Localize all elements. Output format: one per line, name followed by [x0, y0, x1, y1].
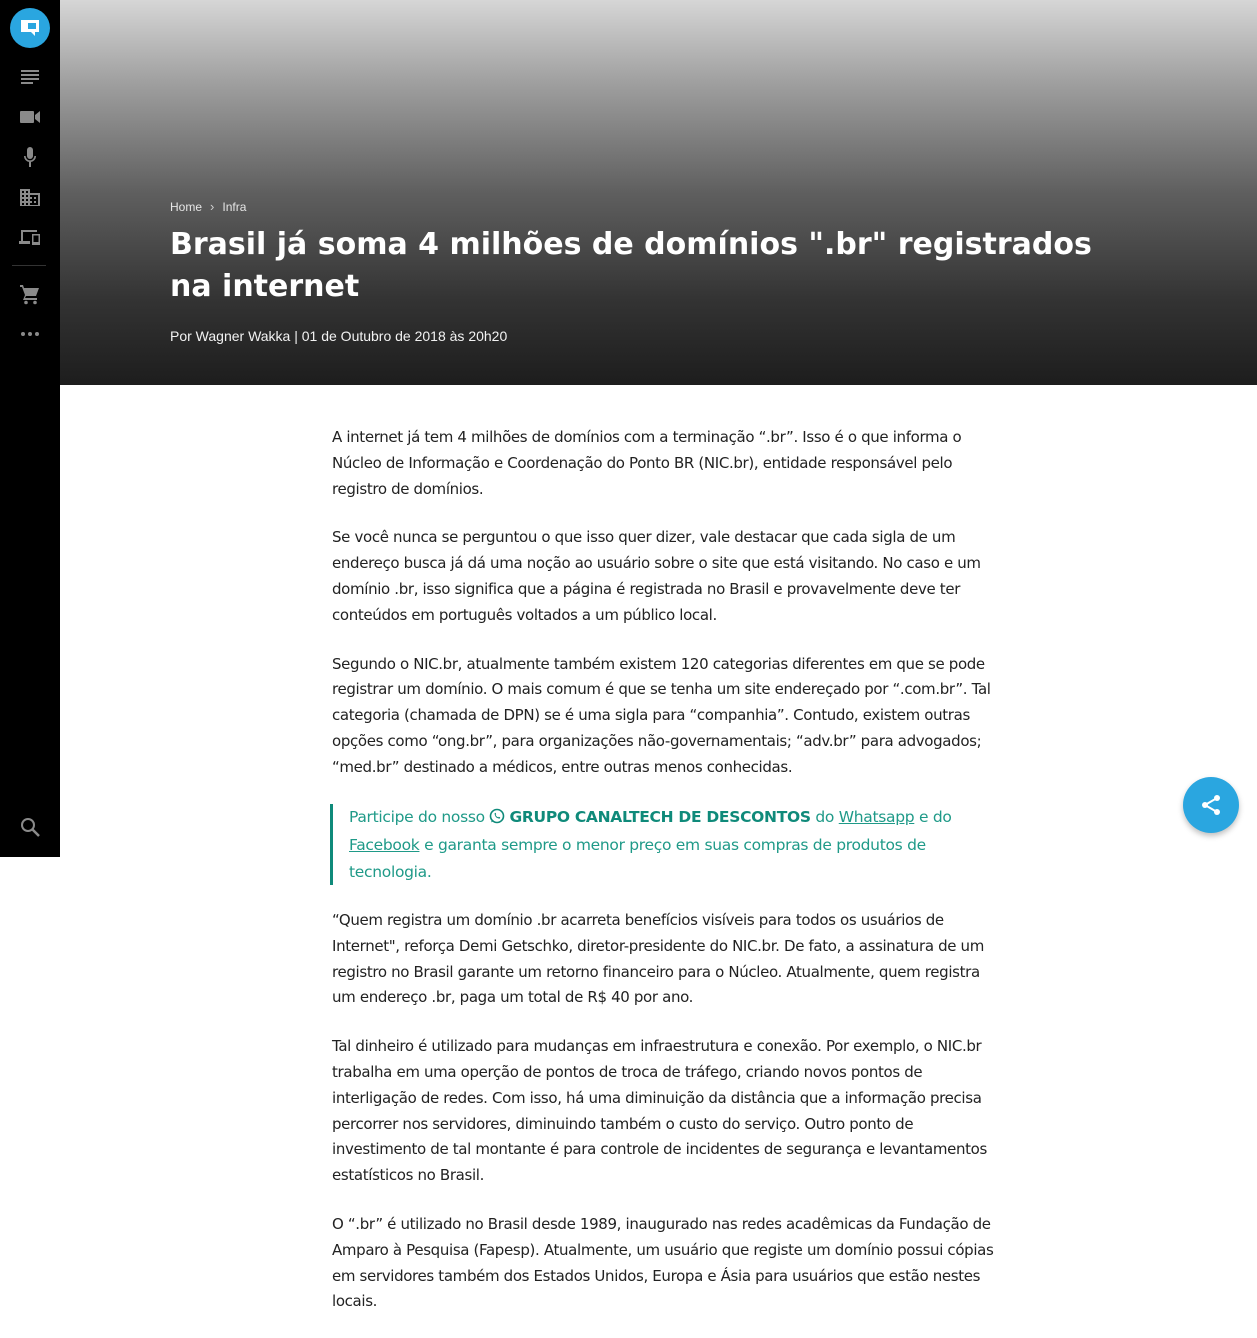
- breadcrumb-home[interactable]: Home: [170, 199, 203, 214]
- sidebar-divider: [12, 265, 46, 266]
- promo-suffix: e garanta sempre o menor preço em suas compras de produtos de tecnologia.: [349, 836, 926, 881]
- article-body: [332, 425, 997, 1338]
- building-icon[interactable]: [18, 185, 42, 209]
- article-paragraph-5: Tal dinheiro é utilizado para mudanças em infraestrutura e conexão. Por exemplo, o NIC.br trabalha em uma operção de pontos de troca de tráfego, criando novos pontos de interligação de redes. Com isso, há uma diminuição da distância que a informação precisa percorrer nos servidores, diminuindo também o custo do serviço. Outro ponto de investimento de tal montante é para controle de incidentes de segurança e levantamentos estatísticos no Brasil.: [332, 1037, 987, 1185]
- article-title: Brasil já soma 4 milhões de domínios ".br" registrados na internet: [170, 227, 1092, 304]
- devices-icon[interactable]: [18, 225, 42, 249]
- article-hero: [60, 0, 1257, 385]
- promo-callout: [330, 804, 997, 886]
- share-icon: [1199, 793, 1223, 817]
- promo-group-name: GRUPO CANALTECH DE DESCONTOS: [509, 807, 811, 826]
- breadcrumb: [170, 199, 246, 214]
- promo-prefix: Participe do nosso: [349, 807, 485, 826]
- search-icon[interactable]: [18, 815, 42, 839]
- article-byline: Por Wagner Wakka | 01 de Outubro de 2018 às 20h20: [170, 328, 508, 344]
- promo-whatsapp-link[interactable]: Whatsapp: [838, 807, 915, 826]
- microphone-icon[interactable]: [18, 145, 42, 169]
- cart-icon[interactable]: [18, 282, 42, 306]
- more-icon[interactable]: [18, 322, 42, 346]
- article-paragraph-4: “Quem registra um domínio .br acarreta benefícios visíveis para todos os usuários de Internet", reforça Demi Getschko, diretor-presidente do NIC.br. De fato, a assinatura de um registro no Brasil garante um retorno financeiro para o Núcleo. Atualmente, quem registra um endereço .br, paga um total de R$ 40 por ano.: [332, 911, 984, 1007]
- promo-and: e do: [918, 807, 952, 826]
- canaltech-logo[interactable]: [10, 8, 50, 48]
- promo-facebook-link[interactable]: Facebook: [349, 836, 420, 855]
- share-button[interactable]: [1183, 777, 1239, 833]
- article-paragraph-2: Se você nunca se perguntou o que isso quer dizer, vale destacar que cada sigla de um endereço busca já dá uma noção ao usuário sobre o site que está visitando. No caso e um domínio .br, isso significa que a página é registrada no Brasil e provavelmente deve ter conteúdos em português voltados a um público local.: [332, 528, 981, 624]
- article-list-icon[interactable]: [18, 65, 42, 89]
- whatsapp-icon: [489, 806, 505, 833]
- article-paragraph-3: Segundo o NIC.br, atualmente também existem 120 categorias diferentes em que se pode registrar um domínio. O mais comum é que se tenha um site endereçado por “.com.br”. Tal categoria (chamada de DPN) se é uma sigla para “companhia”. Contudo, existem outras opções como “ong.br”, para organizações não-governamentais; “adv.br” para advogados; “med.br” destinado a médicos, entre outras menos conhecidas.: [332, 654, 991, 776]
- breadcrumb-separator: ›: [210, 199, 215, 214]
- promo-do: do: [815, 807, 835, 826]
- breadcrumb-category[interactable]: Infra: [222, 199, 247, 214]
- article-paragraph-6: O “.br” é utilizado no Brasil desde 1989, inaugurado nas redes acadêmicas da Fundação de Amparo à Pesquisa (Fapesp). Atualmente, um usuário que registe um domínio possui cópias em servidores também dos Estados Unidos, Europa e Ásia para usuários que estão nestes locais.: [332, 1215, 994, 1311]
- article-paragraph-1: A internet já tem 4 milhões de domínios com a terminação “.br”. Isso é o que informa o Núcleo de Informação e Coordenação do Ponto BR (NIC.br), entidade responsável pelo registro de domínios.: [332, 428, 962, 498]
- sidebar: [0, 0, 60, 857]
- video-icon[interactable]: [18, 105, 42, 129]
